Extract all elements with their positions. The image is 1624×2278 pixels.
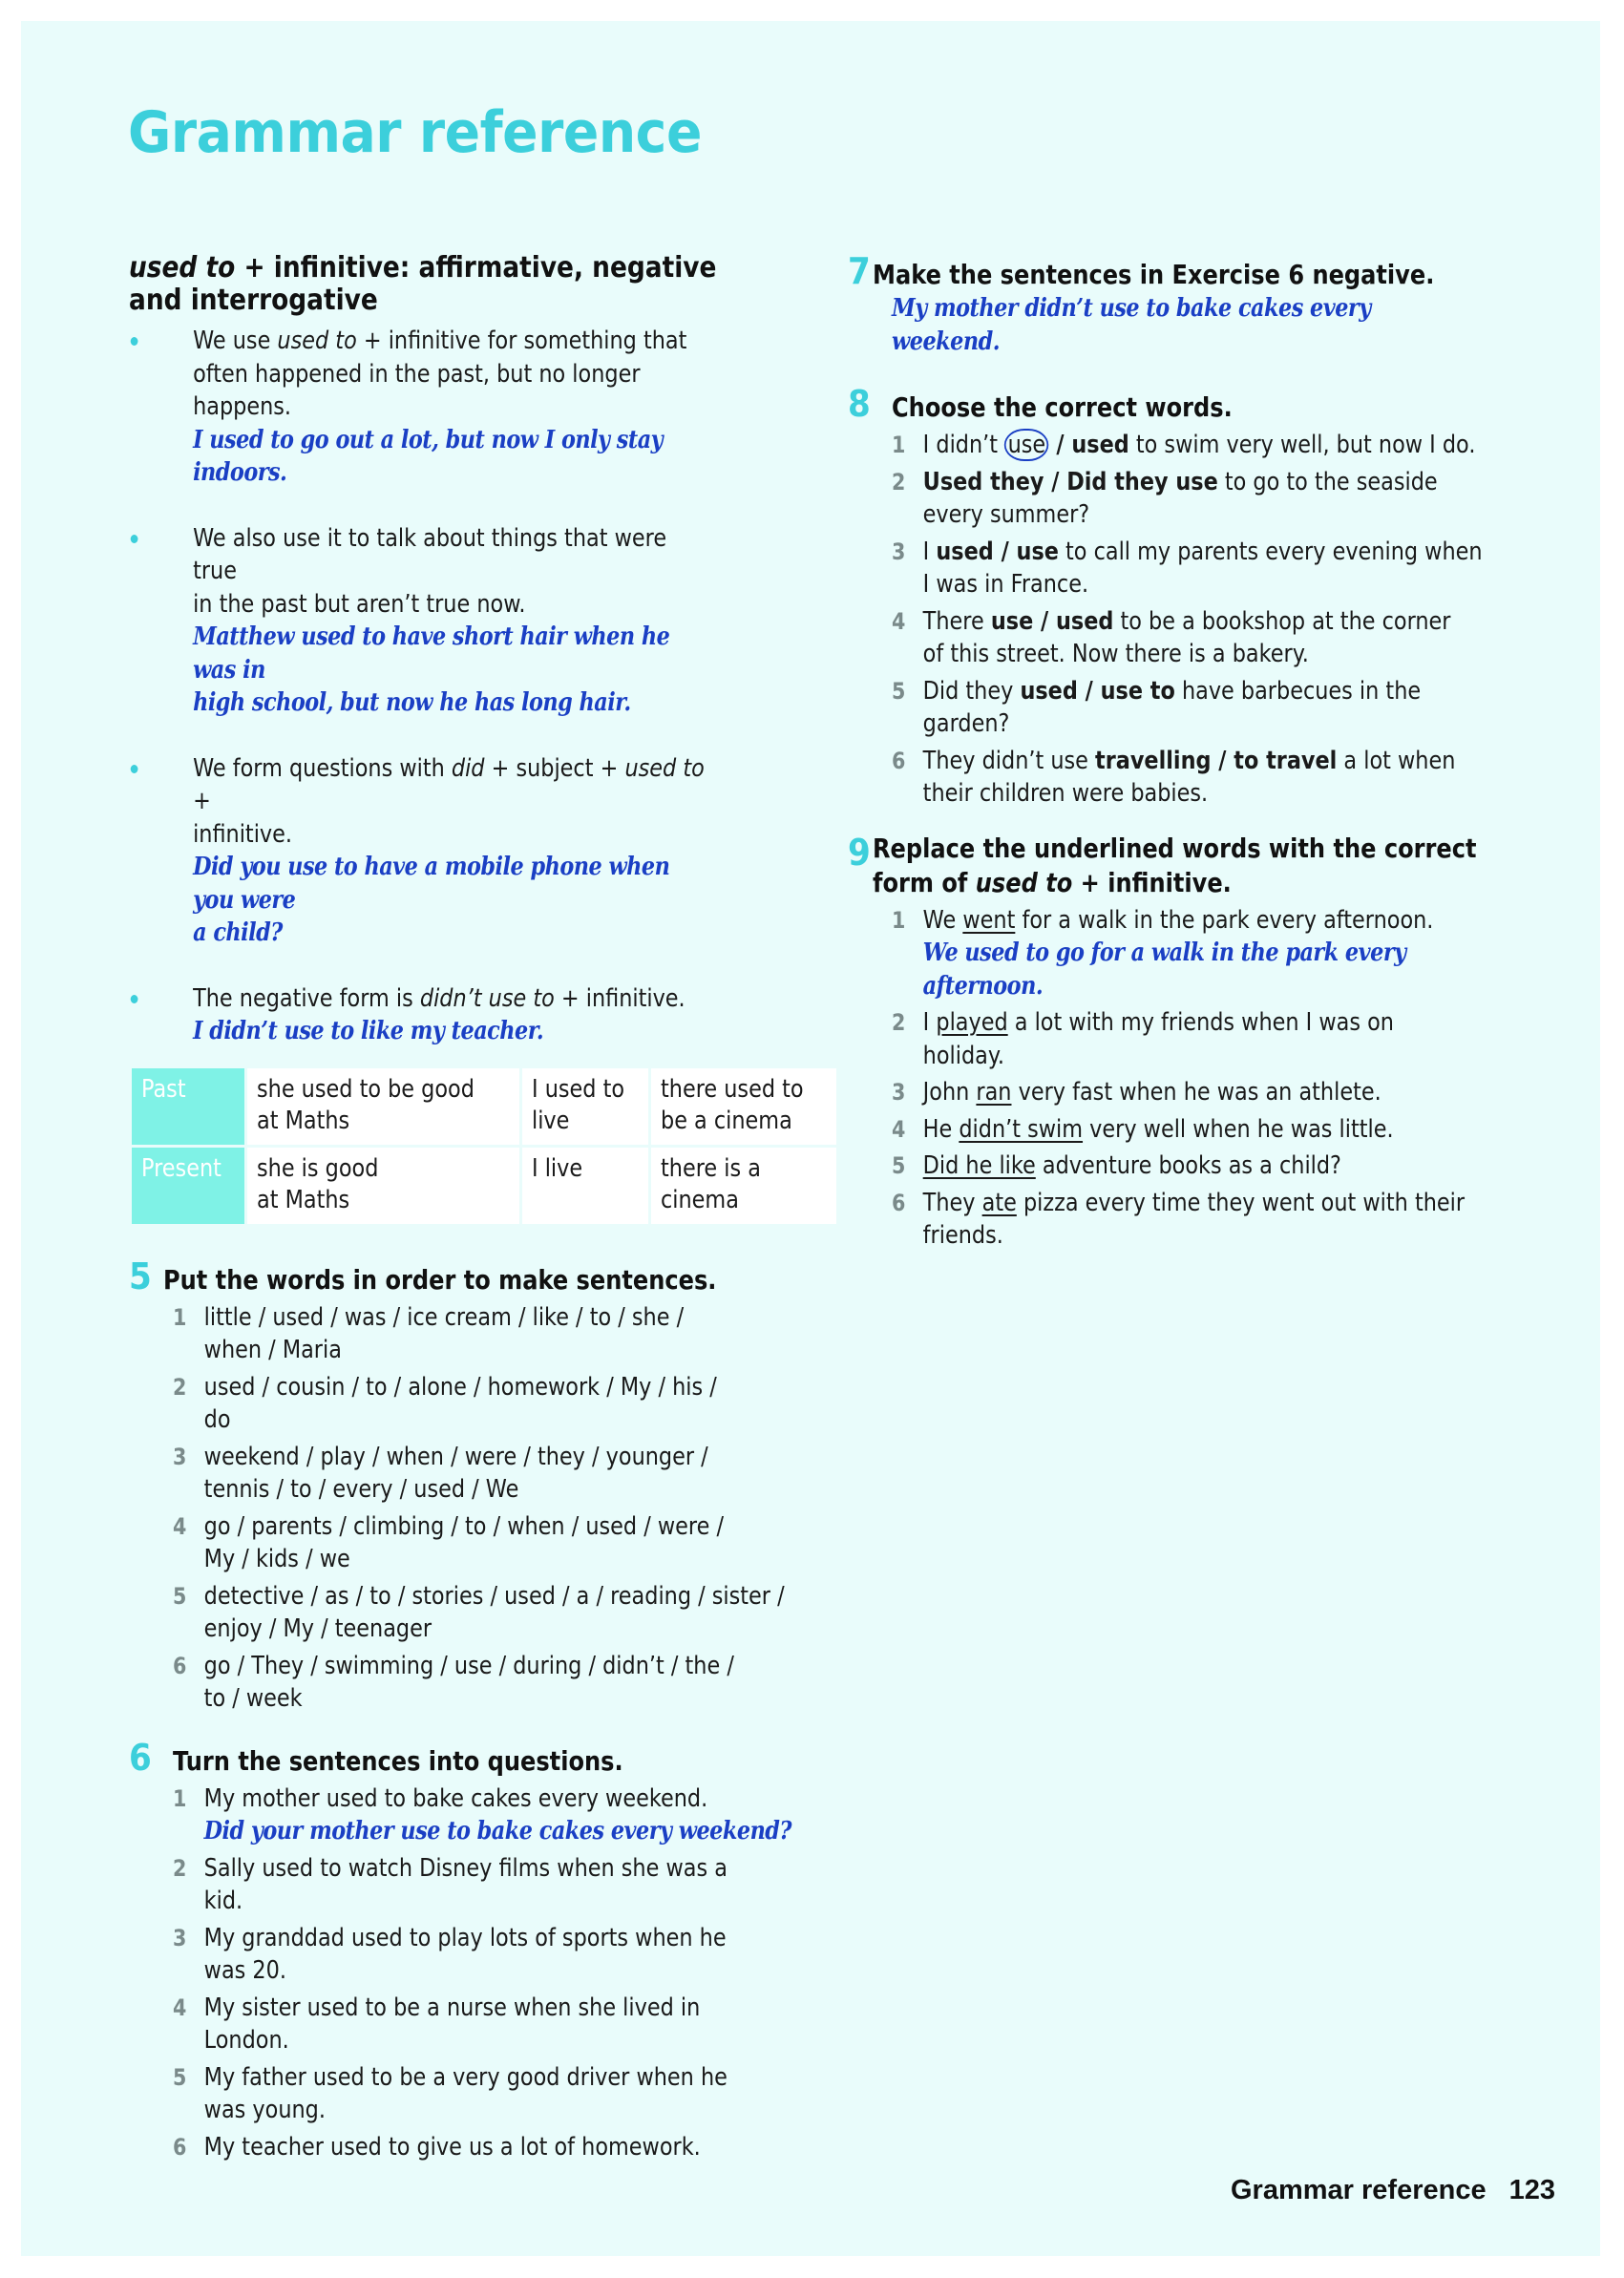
exercise-number: 6 [129, 1736, 152, 1779]
list-item: 2 Used they / Did they use to go to the seaside every summer? [892, 467, 1438, 529]
table-cell: she is good at Maths [245, 1146, 520, 1225]
option[interactable]: travelling [1095, 746, 1212, 775]
circled-answer[interactable]: use [1004, 429, 1048, 461]
list-item: 2 I played a lot with my friends when I was on holiday. [892, 1008, 1394, 1070]
grammar-table [129, 1065, 839, 1227]
underlined-words: went [962, 905, 1016, 935]
exercise-6-heading [129, 1737, 807, 1779]
answer-sentence: afternoon. [922, 971, 1044, 1001]
list-item: 2 Sally used to watch Disney films when she was a kid. [173, 1853, 728, 1915]
row-label: Past [131, 1066, 246, 1146]
list-item: 3 I used / use to call my parents every evening when I was in France. [892, 537, 1483, 599]
page-number: 123 [1508, 2175, 1555, 2205]
list-item: 4 There use / used to be a bookshop at the corner of this street. Now there is a bakery. [892, 606, 1451, 668]
right-column [848, 250, 1526, 1256]
list-item: 1 We went for a walk in the park every afternoon. We used to go for a walk in the park every afternoon. [892, 905, 1434, 1001]
exercise-9-items [892, 904, 1466, 1253]
rule-bullet: We also use it to talk about things that were true in the past but aren’t true now. Matthew used to have short hair when he was in high school, but now he has long hair. [129, 522, 712, 720]
example-sentence: Matthew used to have short hair when he was in [193, 622, 670, 685]
option[interactable]: used [1071, 431, 1129, 459]
rule-bullet: We use used to + infinitive for something that often happened in the past, but no longer happens. I used to go out a lot, but now I only stay indoors. [129, 325, 712, 490]
bullet-dot-icon [131, 765, 138, 773]
option[interactable]: Used they [922, 467, 1044, 496]
table-cell: I used to live [520, 1066, 650, 1146]
list-item: 5 My father used to be a very good driver when he was young. [173, 2062, 728, 2124]
exercise-number: 5 [129, 1255, 152, 1297]
option[interactable]: to travel [1234, 746, 1338, 775]
bullet-dot-icon [131, 995, 138, 1003]
rule-bullet: We form questions with did + subject + used to + infinitive. Did you use to have a mobile phone when you were a child? [129, 752, 712, 950]
exercise-7-heading [848, 250, 1526, 292]
exercise-5-heading [129, 1255, 807, 1297]
list-item: 6 They ate pizza every time they went out with their friends. [892, 1188, 1466, 1250]
bullet-dot-icon [131, 535, 138, 543]
option[interactable]: used [1055, 606, 1114, 636]
list-item: 6 They didn’t use travelling / to travel a lot when their children were babies. [892, 746, 1456, 808]
list-item: 1 My mother used to bake cakes every weekend. Did your mother use to bake cakes every weekend? [173, 1783, 792, 1846]
list-item: 4 He didn’t swim very well when he was little. [892, 1114, 1394, 1144]
underlined-words: ate [981, 1188, 1017, 1217]
exercise-9-heading [848, 832, 1526, 900]
exercise-title: Choose the correct words. [892, 391, 1233, 423]
underlined-words: ran [976, 1078, 1012, 1107]
example-sentence: high school, but now he has long hair. [193, 688, 631, 717]
example-sentence: I used to go out a lot, but now I only stay indoors. [193, 425, 664, 487]
answer-sentence: My mother didn’t use to bake cakes every weekend. [892, 294, 1371, 356]
underlined-words: played [936, 1008, 1008, 1037]
table-cell: I live [520, 1146, 650, 1225]
list-item: 4 My sister used to be a nurse when she lived in London. [173, 1993, 701, 2055]
underlined-words: Did he like [922, 1151, 1036, 1180]
rule-bullet: The negative form is didn’t use to + infinitive. I didn’t use to like my teacher. [129, 982, 712, 1048]
exercise-8-items [892, 429, 1483, 811]
example-sentence: I didn’t use to like my teacher. [193, 1017, 544, 1045]
example-sentence: a child? [193, 918, 283, 947]
table-cell: there used to be a cinema [650, 1066, 838, 1146]
bullet-dot-icon [131, 337, 138, 346]
option[interactable]: use to [1100, 676, 1175, 706]
list-item: 4 go / parents / climbing / to / when / used / were / My / kids / we [173, 1511, 725, 1573]
exercise-5-items [173, 1301, 785, 1716]
left-column [129, 252, 807, 2167]
exercise-title: Put the words in order to make sentences. [163, 1263, 717, 1296]
answer-sentence: We used to go for a walk in the park every [922, 939, 1406, 967]
exercise-title: Make the sentences in Exercise 6 negative. [873, 259, 1435, 290]
exercise-number: 8 [848, 383, 871, 425]
list-item: 3 weekend / play / when / were / they / younger / tennis / to / every / used / We [173, 1442, 708, 1504]
exercise-title: Turn the sentences into questions. [173, 1744, 623, 1777]
page-title: Grammar reference [128, 99, 702, 166]
exercise-6-items [173, 1782, 792, 2164]
list-item: 6 go / They / swimming / use / during / didn’t / the / to / week [173, 1651, 734, 1713]
list-item: 5 Did he like adventure books as a child? [892, 1151, 1341, 1180]
exercise-title: Replace the underlined words with the correct form of used to + infinitive. [873, 832, 1477, 898]
table-cell: there is a cinema [650, 1146, 838, 1225]
example-sentence: Did you use to have a mobile phone when you were [193, 853, 670, 915]
row-label: Present [131, 1146, 246, 1225]
underlined-words: didn’t swim [959, 1114, 1084, 1144]
option[interactable]: used [936, 537, 994, 566]
option[interactable]: use [1016, 537, 1059, 566]
section-heading: used to + infinitive: affirmative, negative and interrogative [129, 251, 717, 317]
answer-sentence: Did your mother use to bake cakes every weekend? [203, 1817, 792, 1846]
page-footer [1231, 2175, 1555, 2206]
table-row-past [131, 1066, 838, 1146]
list-item: 3 My granddad used to play lots of sports when he was 20. [173, 1923, 727, 1985]
exercise-number: 9 [848, 831, 871, 874]
list-item: 2 used / cousin / to / alone / homework / My / his / do [173, 1372, 717, 1434]
list-item: 3 John ran very fast when he was an athlete. [892, 1078, 1381, 1107]
list-item: 6 My teacher used to give us a lot of homework. [173, 2132, 701, 2162]
exercise-number: 7 [848, 250, 871, 292]
option[interactable]: use [990, 606, 1034, 636]
rule-bullets [129, 325, 712, 1048]
list-item: 5 detective / as / to / stories / used / a / reading / sister / enjoy / My / teenager [173, 1581, 785, 1643]
table-row-present [131, 1146, 838, 1225]
list-item: 5 Did they used / use to have barbecues in the garden? [892, 676, 1422, 738]
list-item: 1 I didn’t use / used to swim very well, but now I do. [892, 431, 1476, 459]
footer-label: Grammar reference [1231, 2175, 1487, 2205]
exercise-8-heading [848, 383, 1526, 425]
option[interactable]: used [1020, 676, 1078, 706]
table-cell: she used to be good at Maths [245, 1066, 520, 1146]
option[interactable]: Did they use [1066, 467, 1218, 496]
list-item: 1 little / used / was / ice cream / like / to / she / when / Maria [173, 1302, 685, 1364]
